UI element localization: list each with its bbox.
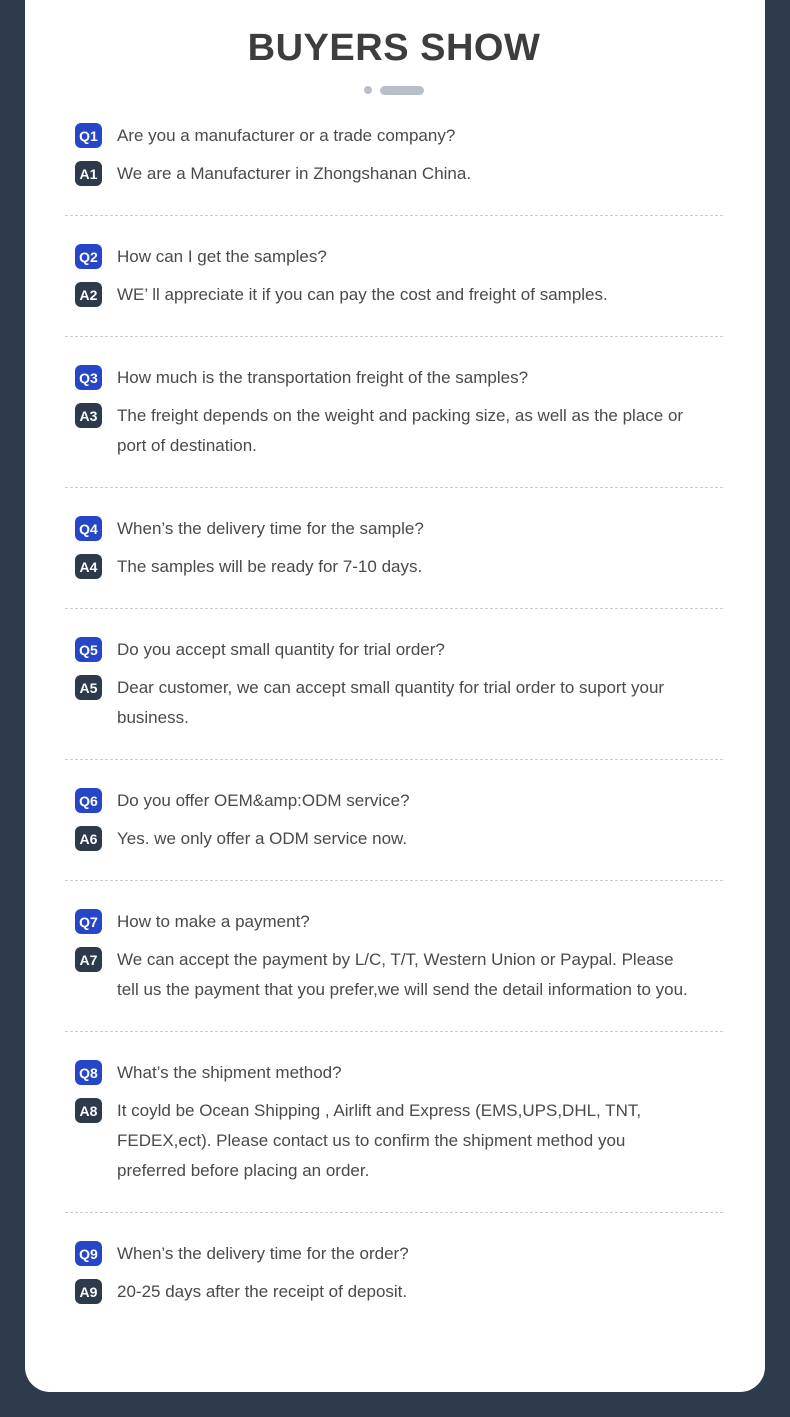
answer-text: 20-25 days after the receipt of deposit. [117,1282,408,1301]
answer-text: The freight depends on the weight and packing size, as well as the place or port of destination. [117,406,684,455]
answer-badge: A6 [75,826,102,851]
question-badge: Q4 [75,516,102,541]
question-badge: Q9 [75,1241,102,1266]
faq-item [65,1032,723,1212]
question-text: How to make a payment? [117,912,310,931]
question-row [75,363,723,393]
answer-badge: A7 [75,947,102,972]
answer-row [75,552,723,582]
answer-text: We are a Manufacturer in Zhongshanan China. [117,164,472,183]
question-text: How can I get the samples? [117,247,327,266]
answer-badge: A2 [75,282,102,307]
faq-item [65,95,723,215]
answer-badge: A8 [75,1098,102,1123]
question-text: Do you offer OEM&amp:ODM service? [117,791,410,810]
question-badge: Q3 [75,365,102,390]
faq-item [65,216,723,336]
question-text: How much is the transportation freight of the samples? [117,368,529,387]
title-decoration [65,85,723,95]
answer-badge: A9 [75,1279,102,1304]
question-text: What’s the shipment method? [117,1063,342,1082]
question-text: Do you accept small quantity for trial order? [117,640,445,659]
faq-list [65,95,723,1333]
answer-row [75,401,723,461]
answer-row [75,673,723,733]
question-row [75,907,723,937]
question-row [75,1058,723,1088]
faq-card [25,0,765,1392]
question-text: When’s the delivery time for the sample? [117,519,424,538]
answer-row [75,824,723,854]
question-row [75,121,723,151]
question-badge: Q2 [75,244,102,269]
question-text: When’s the delivery time for the order? [117,1244,409,1263]
question-badge: Q1 [75,123,102,148]
question-badge: Q5 [75,637,102,662]
question-row [75,786,723,816]
answer-row [75,945,723,1005]
answer-badge: A3 [75,403,102,428]
question-row [75,1239,723,1269]
answer-text: Dear customer, we can accept small quantity for trial order to suport your business. [117,678,665,727]
answer-row [75,1096,723,1186]
faq-item [65,881,723,1031]
bullet-dot-icon [364,86,372,94]
answer-badge: A4 [75,554,102,579]
faq-item [65,760,723,880]
answer-row [75,159,723,189]
answer-text: It coyld be Ocean Shipping , Airlift and Express (EMS,UPS,DHL, TNT, FEDEX,ect). Please contact us to confirm the shipment method you preferred before placing an order. [117,1101,642,1180]
bullet-bar-icon [380,86,424,95]
answer-text: We can accept the payment by L/C, T/T, Western Union or Paypal. Please tell us the payment that you prefer,we will send the detail information to you. [117,950,688,999]
faq-item [65,609,723,759]
question-badge: Q8 [75,1060,102,1085]
question-badge: Q6 [75,788,102,813]
question-row [75,514,723,544]
question-text: Are you a manufacturer or a trade company? [117,126,456,145]
answer-text: Yes. we only offer a ODM service now. [117,829,408,848]
page-title: BUYERS SHOW [247,27,541,69]
faq-item [65,488,723,608]
faq-item [65,337,723,487]
faq-item [65,1213,723,1333]
answer-badge: A5 [75,675,102,700]
answer-row [75,1277,723,1307]
answer-badge: A1 [75,161,102,186]
answer-text: The samples will be ready for 7-10 days. [117,557,423,576]
question-row [75,635,723,665]
question-badge: Q7 [75,909,102,934]
answer-text: WE’ ll appreciate it if you can pay the cost and freight of samples. [117,285,608,304]
question-row [75,242,723,272]
answer-row [75,280,723,310]
